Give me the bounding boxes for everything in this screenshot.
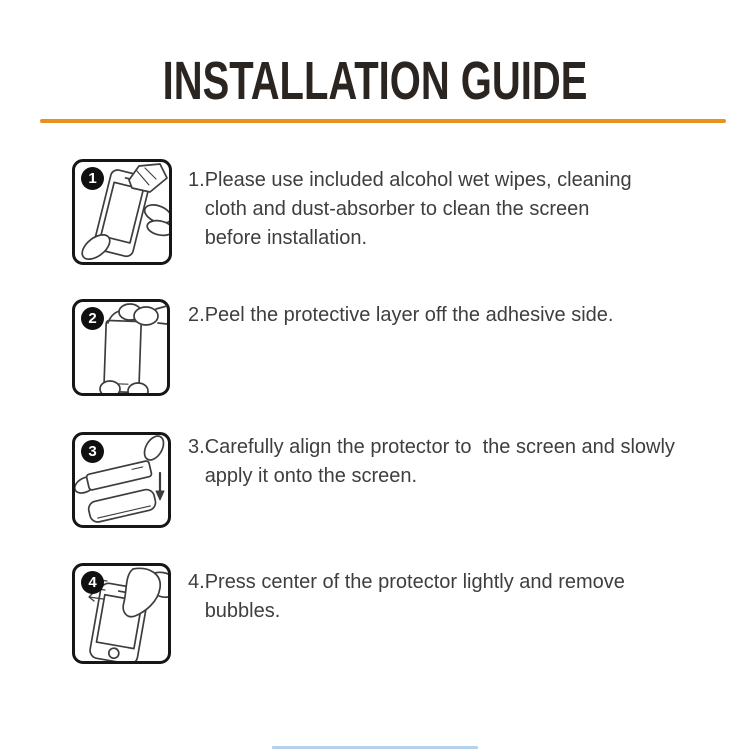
- step-2-prefix: 2.: [188, 304, 205, 326]
- step-1-text: [188, 166, 632, 253]
- step-3-text: [188, 433, 675, 491]
- step-1-number-badge: [81, 167, 104, 190]
- step-1-number: 1: [88, 170, 97, 187]
- bottom-accent-line: [272, 746, 478, 749]
- step-1-illustration-box: [72, 159, 172, 265]
- step-4-line-2: bubbles.: [204, 600, 281, 622]
- step-3-line-1: Carefully align the protector to the screen and slowly: [204, 436, 675, 458]
- step-4-number-badge: [81, 571, 104, 594]
- step-2-illustration-box: [72, 299, 170, 396]
- step-4-number: 4: [88, 574, 97, 591]
- step-3-number: 3: [88, 443, 97, 460]
- step-4-text: [188, 568, 625, 626]
- step-3-prefix: 3.: [188, 436, 205, 458]
- step-1-prefix: 1.: [188, 169, 205, 191]
- step-3-line-2: apply it onto the screen.: [204, 465, 418, 487]
- step-4-line-1: Press center of the protector lightly and remove: [204, 571, 625, 593]
- page-title: INSTALLATION GUIDE: [162, 51, 588, 111]
- step-2-text: [188, 301, 613, 330]
- step-4-illustration-box: [72, 563, 171, 664]
- step-1-line-3: before installation.: [204, 227, 368, 249]
- step-3-illustration-box: [72, 432, 171, 528]
- step-3-number-badge: [81, 440, 104, 463]
- step-2-number: 2: [88, 310, 97, 327]
- step-4-prefix: 4.: [188, 571, 205, 593]
- step-2-number-badge: [81, 307, 104, 330]
- step-1-line-1: Please use included alcohol wet wipes, cleaning: [204, 169, 632, 191]
- step-1-line-2: cloth and dust-absorber to clean the screen: [204, 198, 590, 220]
- title-divider-line: [40, 119, 726, 123]
- step-2-line-1: Peel the protective layer off the adhesive side.: [204, 304, 614, 326]
